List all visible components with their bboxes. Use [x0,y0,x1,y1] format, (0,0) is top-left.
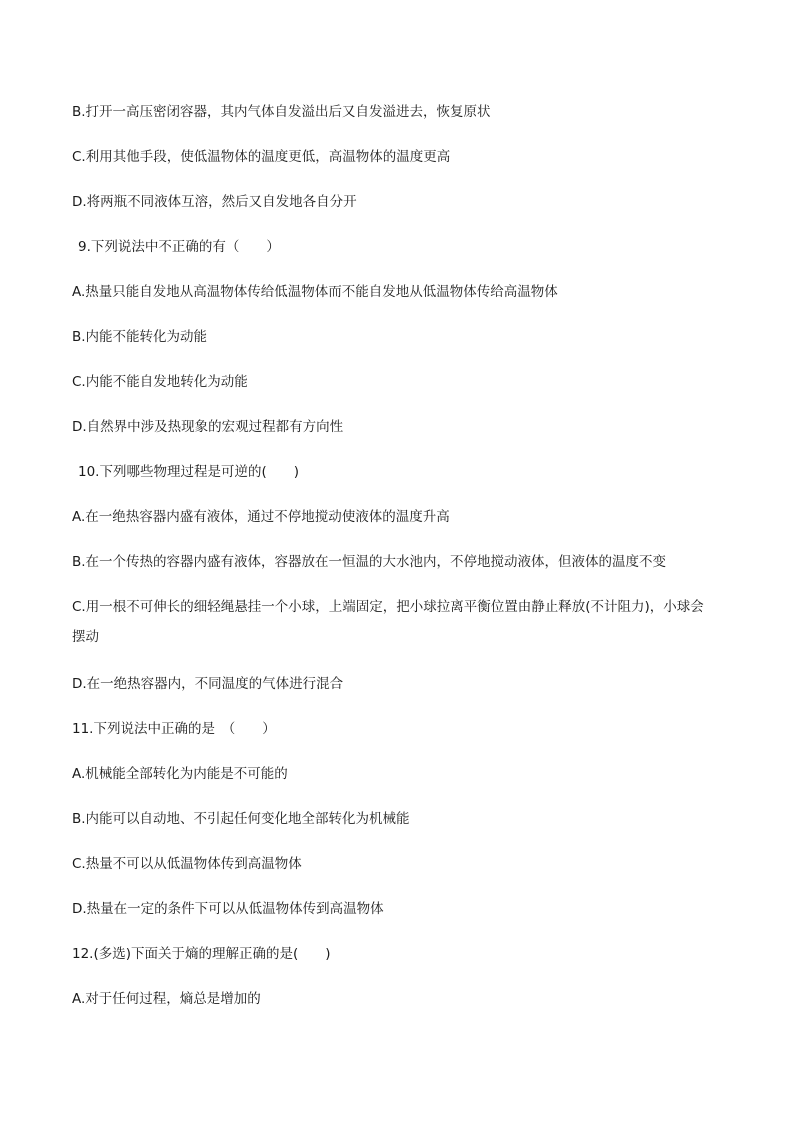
question-12: 12.(多选)下面关于熵的理解正确的是( ) [72,946,331,962]
option-10a: A.在一绝热容器内盛有液体，通过不停地搅动使液体的温度升高 [72,509,450,525]
option-10d: D.在一绝热容器内，不同温度的气体进行混合 [72,676,344,692]
option-10c-continued: 摆动 [72,629,99,645]
option-8d: D.将两瓶不同液体互溶，然后又自发地各自分开 [72,194,357,210]
option-8c: C.利用其他手段，使低温物体的温度更低，高温物体的温度更高 [72,149,451,165]
question-9: 9.下列说法中不正确的有（ ） [78,239,280,255]
question-11: 11.下列说法中正确的是 （ ） [72,721,276,737]
option-9c: C.内能不能自发地转化为动能 [72,374,248,390]
option-11d: D.热量在一定的条件下可以从低温物体传到高温物体 [72,901,384,917]
option-11c: C.热量不可以从低温物体传到高温物体 [72,856,302,872]
option-9a: A.热量只能自发地从高温物体传给低温物体而不能自发地从低温物体传给高温物体 [72,284,558,300]
option-11a: A.机械能全部转化为内能是不可能的 [72,766,288,782]
option-8b: B.打开一高压密闭容器，其内气体自发溢出后又自发溢进去，恢复原状 [72,104,491,120]
option-11b: B.内能可以自动地、不引起任何变化地全部转化为机械能 [72,811,410,827]
option-12a: A.对于任何过程，熵总是增加的 [72,991,261,1007]
question-10: 10.下列哪些物理过程是可逆的( ) [78,464,300,480]
option-9d: D.自然界中涉及热现象的宏观过程都有方向性 [72,419,344,435]
option-10b: B.在一个传热的容器内盛有液体，容器放在一恒温的大水池内，不停地搅动液体，但液体的温度不变 [72,554,667,570]
option-9b: B.内能不能转化为动能 [72,329,208,345]
option-10c: C.用一根不可伸长的细轻绳悬挂一个小球，上端固定，把小球拉离平衡位置由静止释放(不计阻力)，小球会 [72,599,704,615]
